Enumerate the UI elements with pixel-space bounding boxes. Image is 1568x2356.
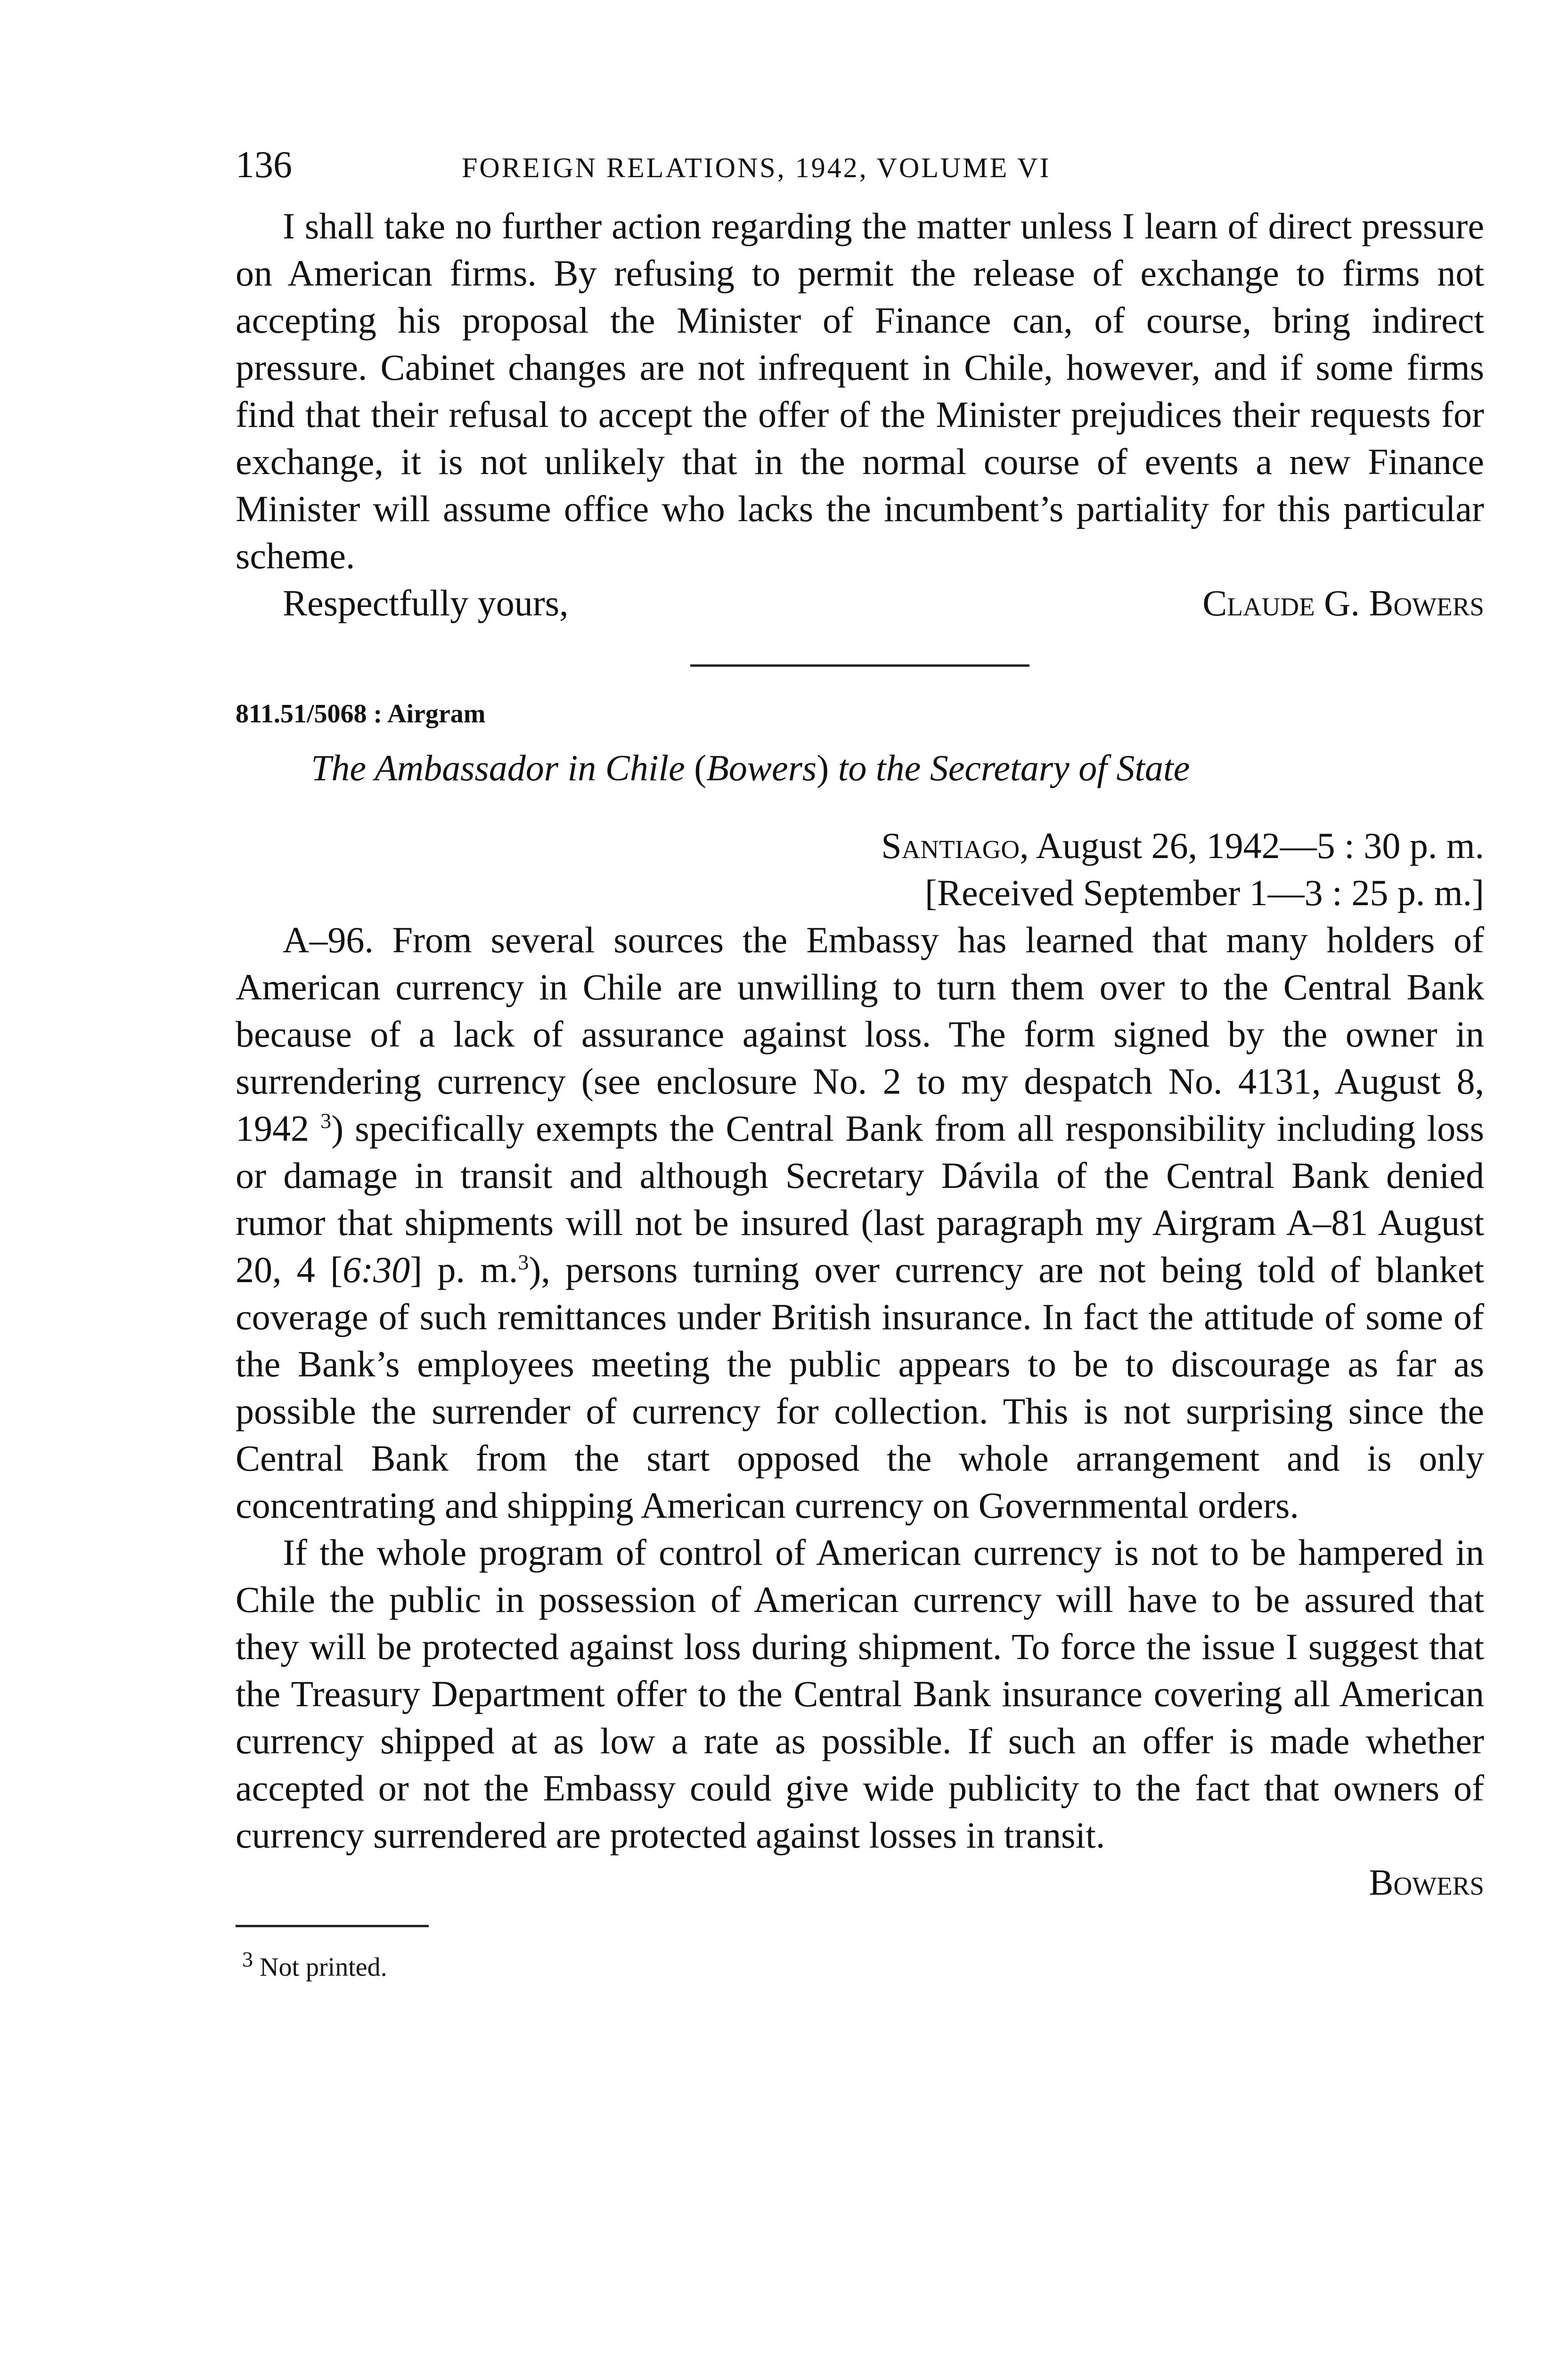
page-number: 136 — [236, 144, 292, 186]
footnote-ref: 3 — [518, 1250, 529, 1274]
footnote-marker: 3 — [242, 1947, 253, 1972]
text-run: [ — [330, 1249, 343, 1290]
footnote-ref: 3 — [320, 1109, 332, 1133]
footnote-divider — [236, 1925, 429, 1927]
title-part: to the Secretary of State — [829, 747, 1190, 788]
text-run: p. m. — [422, 1249, 518, 1290]
title-paren-close: ) — [817, 747, 829, 788]
text-run: A–96. From several sources the Embassy has learned that many holders of American currency in Chile are unwilling to turn them over to the Central Bank because of a lack of assurance against loss. The form signed by the owner in surrendering currency (see enclosure No. 2 to my despatch No. 4131, August 8, 1942 — [236, 919, 1484, 1149]
text-run: ] — [410, 1249, 423, 1290]
title-name: Bowers — [706, 747, 817, 788]
prior-letter-paragraph: I shall take no further action regarding the matter unless I learn of direct pressure on American firms. By refusing to permit the release of exchange to firms not accepting his proposal the Minister of Finance can, of course, bring indirect pressure. Cabinet changes are not infrequent in Chile, however, and if some firms find that their refusal to accept the offer of the Minister prejudices their requests for exchange, it is not unlikely that in the normal course of events a new Finance Minister will assume office who lacks the incumbent’s partiality for this particular scheme. — [236, 205, 1484, 576]
dateline-place: Santiago — [881, 825, 1020, 866]
dateline — [236, 822, 1484, 869]
file-reference: 811.51/5068 : Airgram — [236, 699, 486, 728]
section-divider — [690, 664, 1029, 667]
title-part: The Ambassador in Chile — [311, 747, 694, 788]
document-page — [236, 141, 1484, 1984]
document-title — [311, 742, 1484, 794]
text-run: ), persons turning over currency are not being told of blanket coverage of such remittances under British insurance. In fact the attitude of some of the Bank’s employees meeting the public appears to be to discourage as far as possible the surrender of currency for collection. This is not surprising since the Central Bank from the start opposed the whole arrangement and is only concentrating and shipping American currency on Governmental orders. — [236, 1249, 1485, 1526]
received-line: [Received September 1—3 : 25 p. m.] — [924, 872, 1484, 913]
complimentary-close: Respectfully yours, — [283, 582, 569, 623]
prior-letter-closing — [236, 580, 1484, 631]
footnote-text: Not printed. — [253, 1953, 387, 1982]
airgram-paragraph-2: If the whole program of control of American currency is not to be hampered in Chile the public in possession of American currency will have to be assured that they will be protected against loss during shipment. To force the issue I suggest that the Treasury Department offer to the Central Bank insurance covering all American currency shipped at as low a rate as possible. If such an offer is made whether accepted or not the Embassy could give wide publicity to the fact that owners of currency surrendered are protected against losses in transit. — [236, 1532, 1484, 1856]
text-run: ) specifically exempts the Central Bank from all responsibility including loss or damage in transit and although Secretary Dávila of the Central Bank denied rumor that shipments will not be insured (last paragraph my Airgram A–81 August 20, 4 — [236, 1108, 1484, 1290]
airgram-signature: Bowers — [1369, 1862, 1484, 1903]
dateline-time: , August 26, 1942—5 : 30 p. m. — [1020, 825, 1484, 866]
airgram-paragraph-1 — [236, 916, 1484, 1529]
prior-letter-signature: Claude G. Bowers — [1202, 582, 1484, 623]
italic-time: 6:30 — [343, 1249, 410, 1290]
page-header — [236, 141, 1484, 193]
title-paren-open: ( — [694, 747, 707, 788]
running-head: FOREIGN RELATIONS, 1942, VOLUME VI — [462, 152, 1051, 183]
footnote — [242, 1947, 1484, 1984]
